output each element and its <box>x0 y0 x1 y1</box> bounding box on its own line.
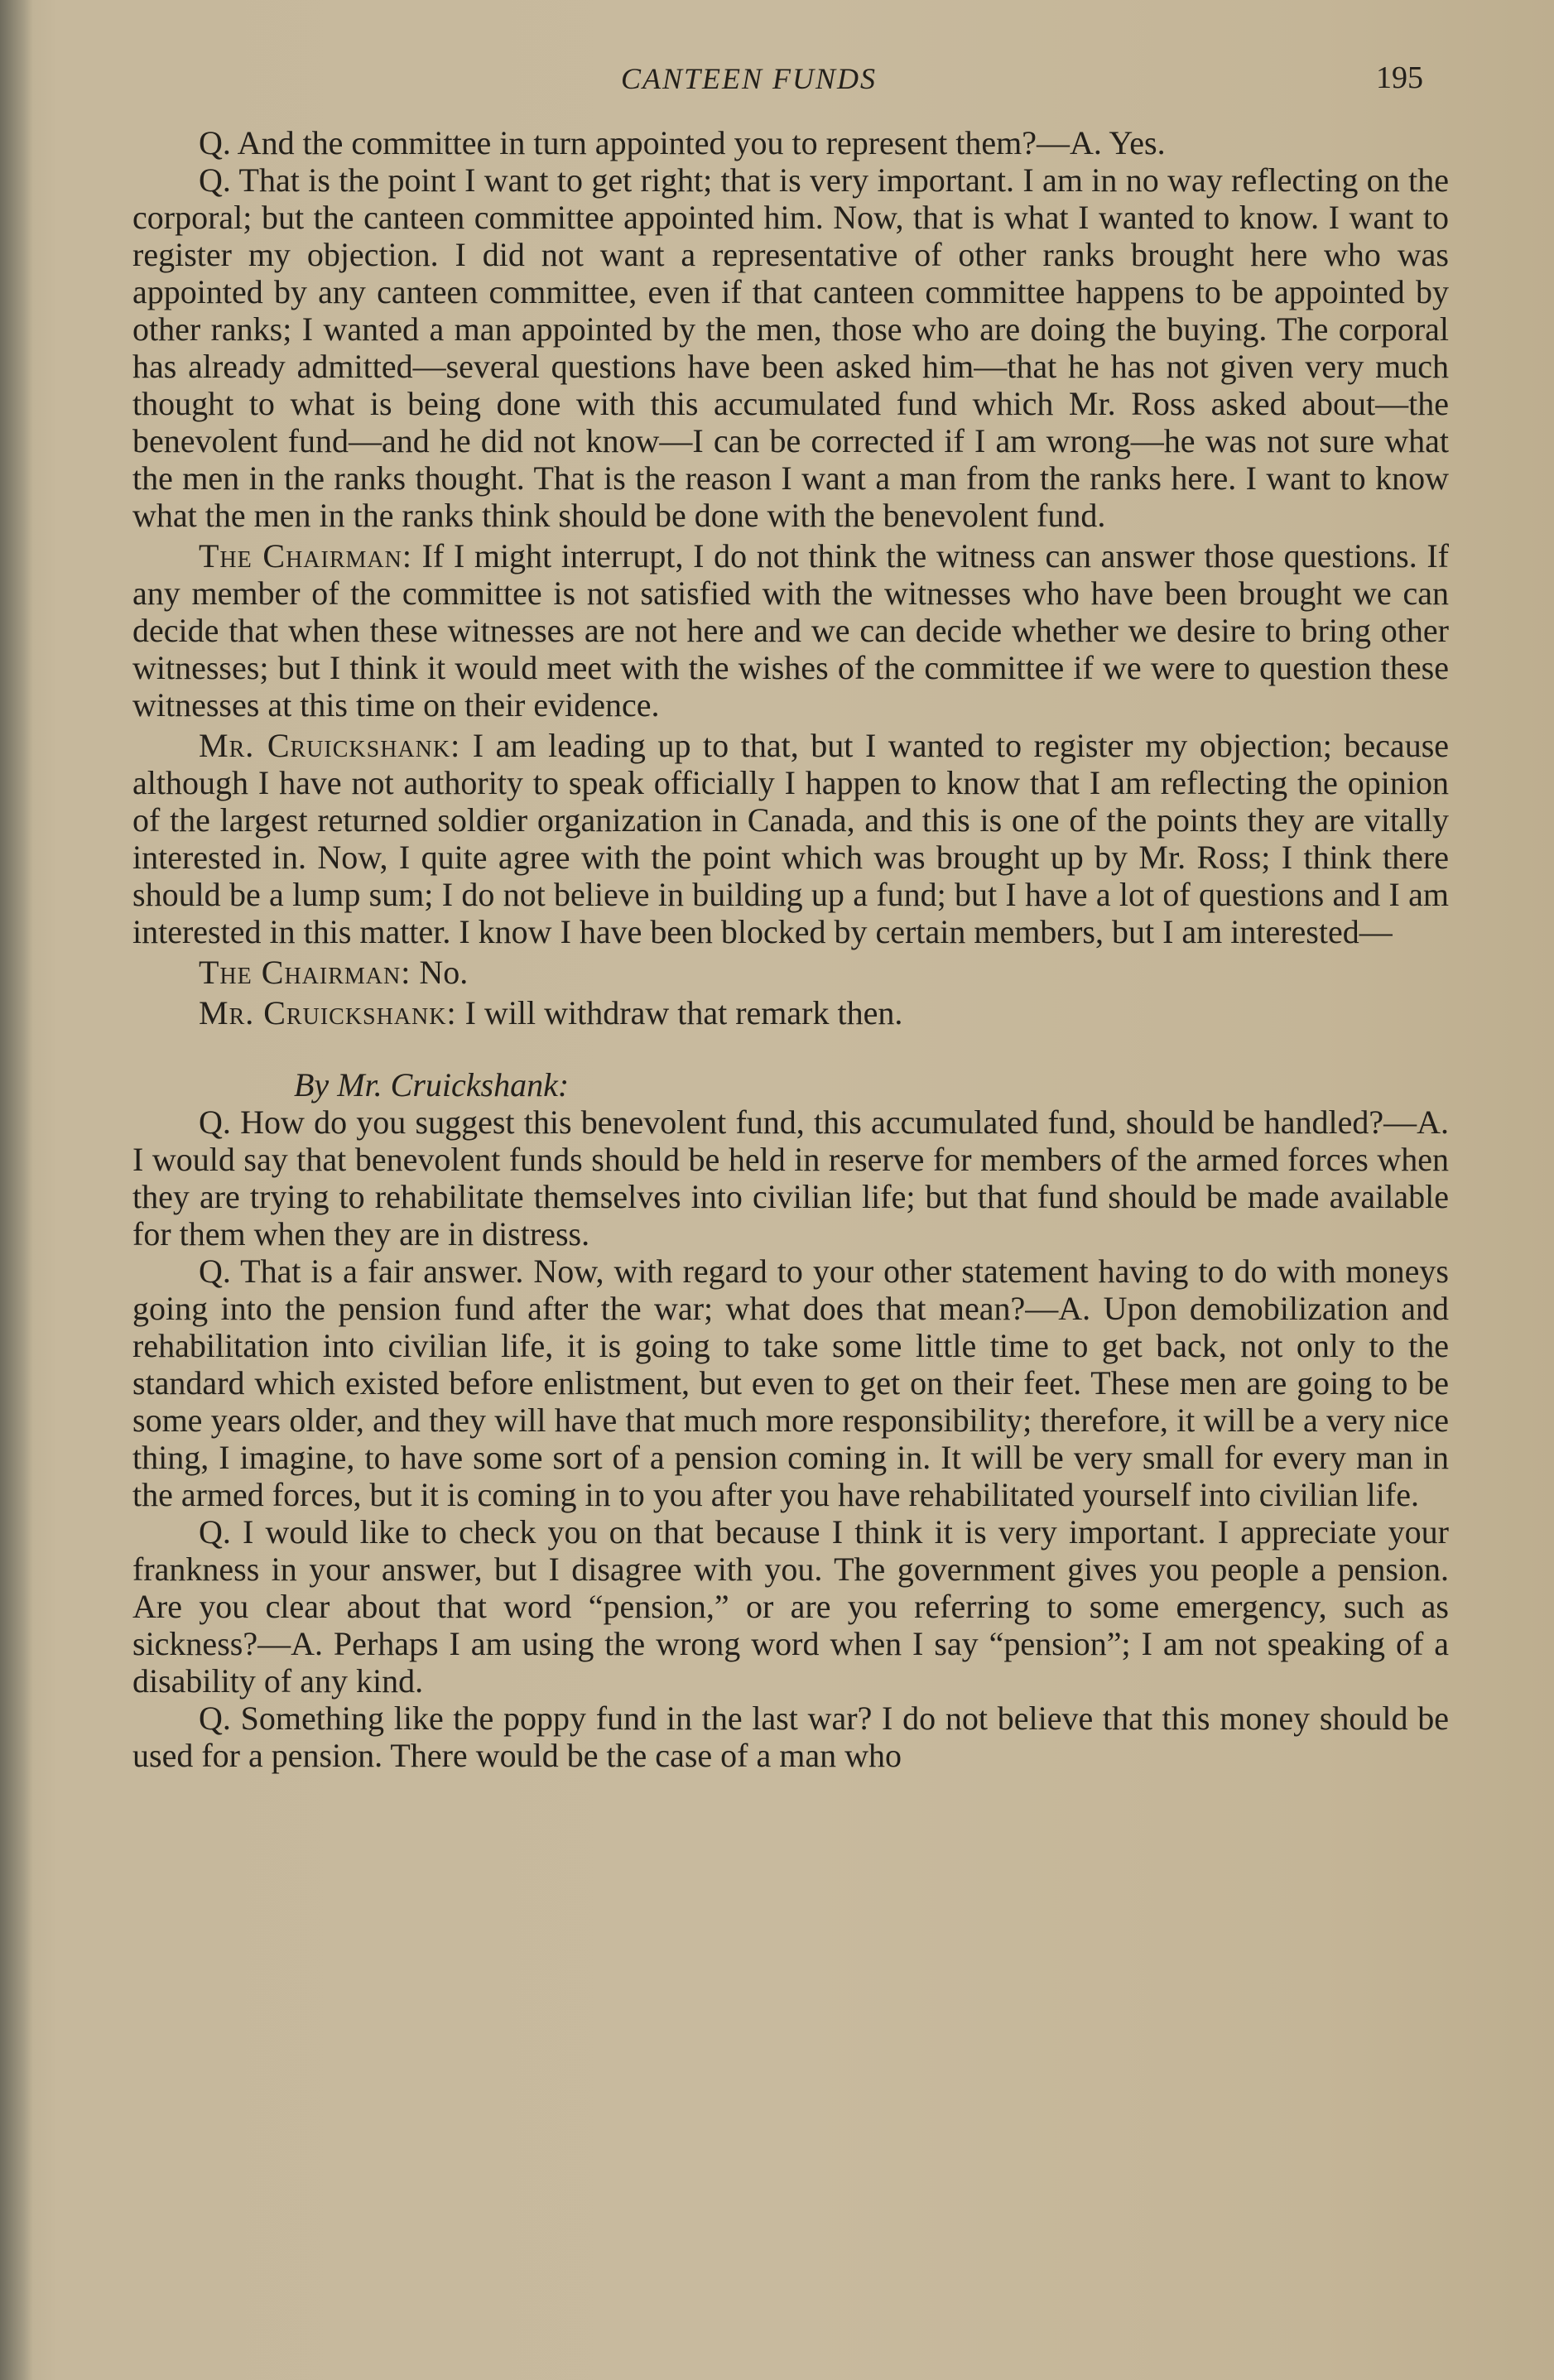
paragraph-question-1: Q. And the committee in turn appointed you to represent them?—A. Yes. <box>199 124 1166 161</box>
examiner-byline: By Mr. Cruickshank: <box>294 1066 570 1103</box>
cruickshank-statement: I am leading up to that, but I wanted to register my objection; because although I have not authority to speak officially I happen to know that I am reflecting the opinion of the largest returned soldier organization in Canada, and this is one of the points they are vitally interested in. Now, I quite agree with the point which was brought up by Mr. Ross; I think there should be a lump sum; I do not believe in building up a fund; but I have a lot of questions and I am interested in this matter. I know I have been blocked by certain members, but I am interested— <box>132 727 1450 950</box>
paragraph-question-poppy-fund: Q. Something like the poppy fund in the last war? I do not believe that this money should be used for a pension. There would be the case of a man who <box>132 1700 1449 1774</box>
cruickshank-withdraw-text: I will withdraw that remark then. <box>456 994 903 1031</box>
page-number: 195 <box>1376 60 1423 95</box>
paragraph-chairman-no <box>132 954 1449 991</box>
chairman-reply: No. <box>411 954 469 991</box>
running-title: CANTEEN FUNDS <box>621 62 878 95</box>
body-text <box>132 124 1449 1774</box>
speaker-cruickshank: Mr. Cruickshank: <box>199 727 461 764</box>
paragraph-cruickshank-withdraw <box>132 994 1449 1031</box>
paragraph-question-pension-fund: Q. That is a fair answer. Now, with regard to your other statement having to do with moneys going into the pension fund after the war; what does that mean?—A. Upon demobilization and rehabilitation into civilian life, it is going to take some little time to get back, not only to the standard which existed before enlistment, but even to get on their feet. These men are going to be some years older, and they will have that much more responsibility; therefore, it will be a very nice thing, I imagine, to have some sort of a pension coming in. It will be very small for every man in the armed forces, but it is coming in to you after you have rehabilitated yourself into civilian life. <box>132 1253 1449 1513</box>
speaker-chairman: The Chairman: <box>199 537 412 575</box>
paragraph-question-check: Q. I would like to check you on that because I think it is very important. I appreciate your frankness in your answer, but I disagree with you. The government gives you people a pension. Are you clear about that word “pension,” or are you referring to some emergency, such as sickness?—A. Perhaps I am using the wrong word when I say “pension”; I am not speaking of a disability of any kind. <box>132 1513 1449 1700</box>
speaker-cruickshank-2: Mr. Cruickshank: <box>199 994 457 1031</box>
speaker-chairman-2: The Chairman: <box>199 954 411 991</box>
book-gutter-shadow <box>0 0 33 2380</box>
running-header <box>0 55 1554 104</box>
paragraph-question-2: Q. That is the point I want to get right; that is very important. I am in no way reflecting on the corporal; but the canteen committee appointed him. Now, that is what I wanted to know. I want to register my objection. I did not want a representative of other ranks brought here who was appointed by any canteen committee, even if that canteen committee happens to be appointed by other ranks; I wanted a man appointed by the men, those who are doing the buying. The corporal has already admitted—several questions have been asked him—that he has not given very much thought to what is being done with this accumulated fund which Mr. Ross asked about—the benevolent fund—and he did not know—I can be corrected if I am wrong—he was not sure what the men in the ranks thought. That is the reason I want a man from the ranks here. I want to know what the men in the ranks think should be done with the benevolent fund. <box>132 161 1449 534</box>
paragraph-cruickshank-objection <box>132 727 1449 950</box>
paragraph-chairman-interrupt <box>132 537 1449 724</box>
chairman-statement: If I might interrupt, I do not think the witness can answer those questions. If any member of the committee is not satisfied with the witnesses who have been brought we can decide that when these witnesses are not here and we can decide whether we desire to bring other witnesses; but I think it would meet with the wishes of the committee if we were to question these witnesses at this time on their evidence. <box>132 537 1449 724</box>
paragraph-question-benevolent: Q. How do you suggest this benevolent fund, this accumulated fund, should be handled?—A. I would say that benevolent funds should be held in reserve for members of the armed forces when they are trying to rehabilitate themselves into civilian life; but that fund should be made available for them when they are in distress. <box>132 1103 1449 1253</box>
